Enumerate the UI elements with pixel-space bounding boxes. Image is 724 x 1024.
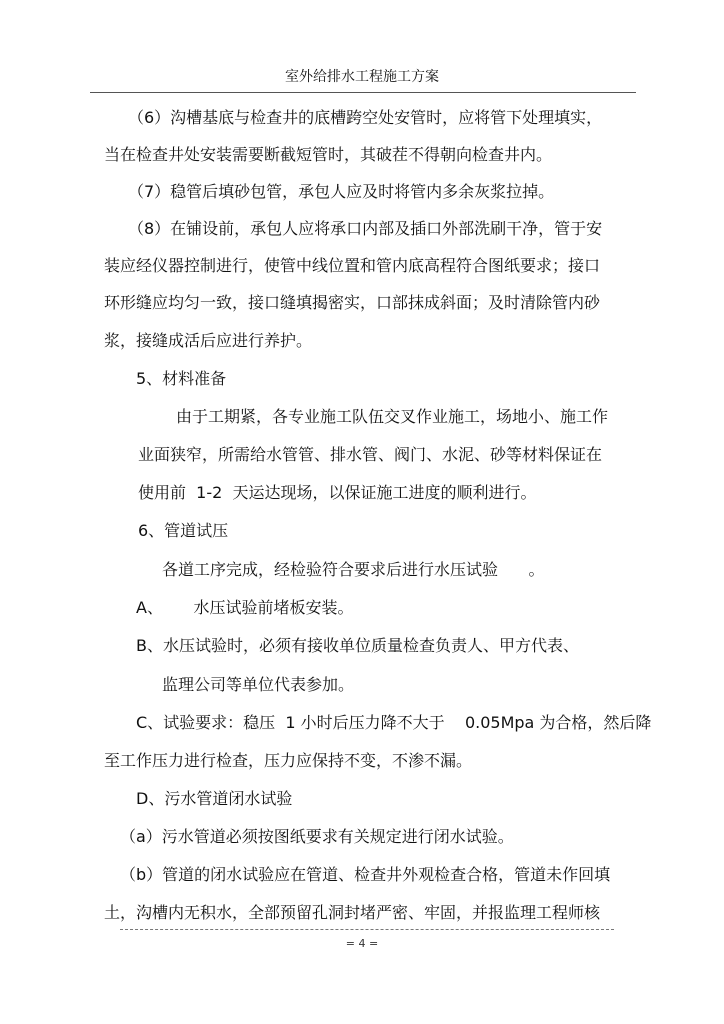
list-item: B、水压试验时，必须有接收单位质量检查负责人、甲方代表、 [136, 636, 579, 655]
footer-divider [120, 929, 614, 930]
text-line: （8）在铺设前，承包人应将承口内部及插口外部洗刷干净，管于安 [128, 219, 603, 238]
page-number: = 4 = [345, 937, 379, 950]
text-line: 当在检查井处安装需要断截短管时，其破茬不得朝向检查井内。 [104, 145, 553, 164]
text-line: （a）污水管道必须按图纸要求有关规定进行闭水试验。 [120, 827, 514, 846]
text-line: 业面狭窄，所需给水管管、排水管、阀门、水泥、砂等材料保证在 [138, 445, 603, 464]
text-line: 监理公司等单位代表参加。 [162, 675, 355, 694]
section-heading: 5、材料准备 [136, 369, 227, 388]
text-line: 由于工期紧，各专业施工队伍交叉作业施工，场地小、施工作 [176, 407, 609, 426]
list-item: C、试验要求：稳压 1 小时后压力降不大于 0.05Mpa 为合格，然后降 [136, 713, 652, 732]
text-line: 使用前 1-2 天运达现场，以保证施工进度的顺利进行。 [138, 483, 537, 502]
header-divider [90, 92, 636, 93]
text-line: （7）稳管后填砂包管，承包人应及时将管内多余灰浆拉掉。 [128, 182, 555, 201]
list-item: A、 水压试验前堵板安装。 [136, 598, 354, 617]
text-line: 浆，接缝成活后应进行养护。 [104, 331, 313, 350]
text-line: 各道工序完成，经检验符合要求后进行水压试验 。 [162, 560, 545, 579]
text-line: 土，沟槽内无积水，全部预留孔洞封堵严密、牢固，并报监理工程师核 [104, 903, 601, 922]
text-line: 至工作压力进行检查，压力应保持不变，不渗不漏。 [104, 751, 473, 770]
list-item: D、污水管道闭水试验 [136, 789, 293, 808]
text-line: （b）管道的闭水试验应在管道、检查井外观检查合格，管道未作回填 [120, 865, 611, 884]
section-heading: 6、管道试压 [138, 521, 229, 540]
text-line: （6）沟槽基底与检查井的底槽跨空处安管时，应将管下处理填实， [128, 108, 603, 127]
text-line: 装应经仪器控制进行，使管中线位置和管内底高程符合图纸要求；接口 [104, 256, 601, 275]
page-header-title: 室外给排水工程施工方案 [285, 69, 439, 85]
text-line: 环形缝应均匀一致，接口缝填揭密实，口部抹成斜面；及时清除管内砂 [104, 293, 601, 312]
